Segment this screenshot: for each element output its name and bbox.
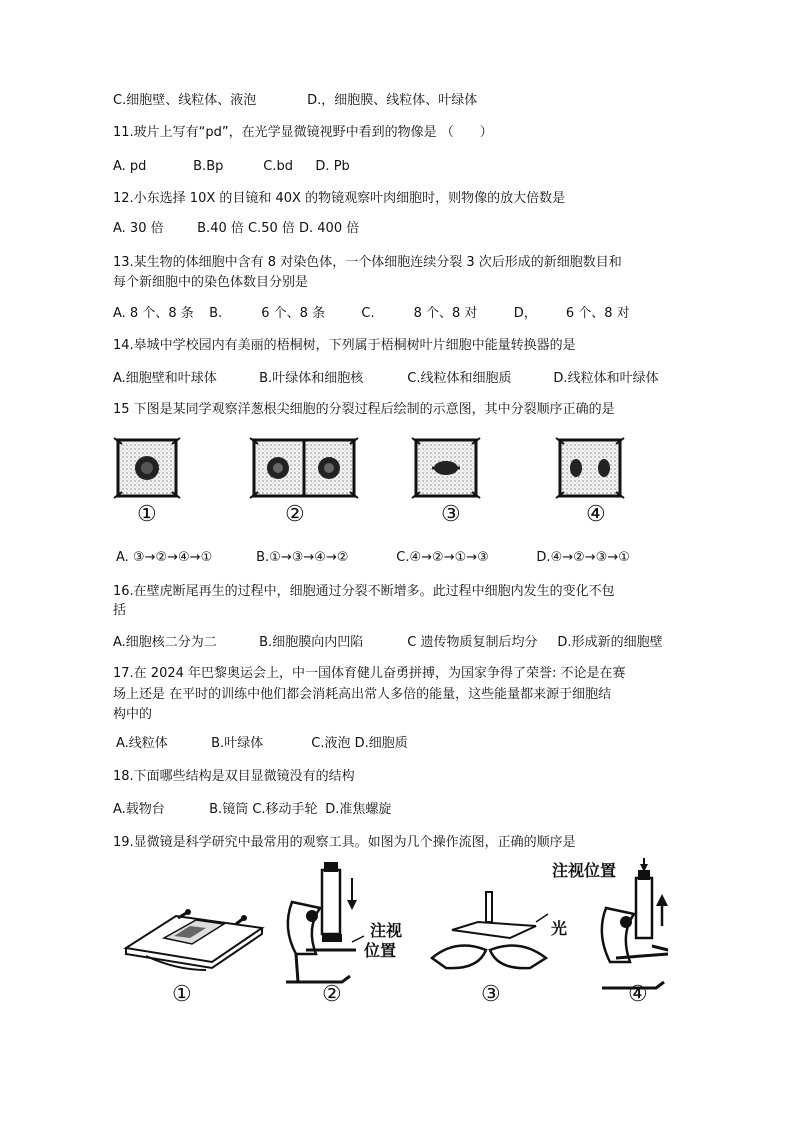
q15-cell-figure (110, 432, 650, 540)
q17-stem-line3: 构中的 (113, 707, 153, 722)
q11-option-d: D. Pb (315, 159, 350, 174)
q19-label-2: ② (322, 982, 342, 1007)
q19-step2-microscope-icon (286, 862, 364, 982)
q15-label-3: ③ (441, 502, 461, 527)
q13-option-d: 6 个、8 对 (565, 306, 630, 321)
q10-option-c: C.细胞壁、线粒体、液泡 (113, 93, 257, 108)
q11-option-c: C.bd (263, 159, 293, 174)
q19-watch-position-top-label: 注视位置 (552, 861, 617, 880)
q15-label-2: ② (285, 502, 305, 527)
q19-watch-position-label-b: 位置 (364, 941, 397, 960)
q14-stem: 14.皋城中学校园内有美丽的梧桐树，下列属于梧桐树叶片细胞中能量转换器的是 (113, 338, 576, 353)
q16-stem-line2: 括 (113, 603, 127, 618)
q16-option-b: B.细胞膜向内凹陷 (259, 635, 364, 650)
q19-step1-slide-icon (126, 909, 262, 970)
q15-label-4: ④ (586, 502, 606, 527)
q14-option-b: B.叶绿体和细胞核 (259, 371, 364, 386)
q18-option-a: A.载物台 (113, 802, 165, 817)
q16-option-a: A.细胞核二分为二 (113, 635, 217, 650)
q15-options (116, 549, 630, 567)
q17-option-a: A.线粒体 (116, 736, 168, 751)
q13-option-c-letter: C. (361, 306, 375, 321)
q10-option-d: D.，细胞膜、线粒体、叶绿体 (307, 93, 478, 108)
q16-option-d: D.形成新的细胞壁 (557, 635, 663, 650)
q18-option-d: D.准焦螺旋 (325, 802, 392, 817)
q19-label-3: ③ (481, 982, 501, 1007)
q18-option-bc: B.镜筒 C.移动手轮 (209, 802, 318, 817)
q15-cell-2 (250, 438, 358, 498)
q15-option-b: B.①→③→④→② (256, 550, 349, 565)
q15-cell-3 (412, 438, 480, 498)
q19-watch-position-label-a: 注视 (370, 921, 403, 940)
q17-stem-line1: 17.在 2024 年巴黎奥运会上，中一国体育健儿奋勇拼搏，为国家争得了荣誉: 不论是在赛 (113, 666, 626, 681)
q11-options (113, 158, 350, 176)
q13-option-c: 8 个、8 对 (413, 306, 478, 321)
q16-options (113, 634, 663, 652)
q15-option-a: A. ③→②→④→① (116, 550, 213, 565)
q17-option-b: B.叶绿体 (211, 736, 264, 751)
q17-stem-line2: 场上还是 在平时的训练中他们都会消耗高出常人多倍的能量，这些能量都来源于细胞结 (113, 687, 612, 702)
q15-cell-4 (556, 438, 624, 498)
q12-option-a: A. 30 倍 (113, 221, 164, 236)
q14-option-c: C.线粒体和细胞质 (407, 371, 512, 386)
q15-option-c: C.④→②→①→③ (396, 550, 489, 565)
q14-options (113, 370, 659, 388)
q11-stem: 11.玻片上写有“pd”，在光学显微镜视野中看到的物像是 （ ） (113, 125, 493, 140)
q18-options (113, 801, 391, 819)
q10-options (113, 92, 477, 110)
q15-stem: 15 下图是某同学观察洋葱根尖细胞的分裂过程后绘制的示意图，其中分裂顺序正确的是 (113, 402, 615, 417)
q12-options (113, 220, 359, 238)
q16-option-c: C 遗传物质复制后均分 (407, 635, 538, 650)
q13-option-b-letter: B. (209, 306, 223, 321)
q19-label-1: ① (172, 982, 192, 1007)
q13-option-a: A. 8 个、8 条 (113, 306, 194, 321)
q16-stem-line1: 16.在壁虎断尾再生的过程中，细胞通过分裂不断增多。此过程中细胞内发生的变化不包 (113, 584, 615, 599)
q12-option-bcd: B.40 倍 C.50 倍 D. 400 倍 (197, 221, 360, 236)
q11-option-b: B.Bp (193, 159, 224, 174)
q14-option-d: D.线粒体和叶绿体 (553, 371, 659, 386)
q18-stem: 18.下面哪些结构是双目显微镜没有的结构 (113, 769, 355, 784)
q12-stem: 12.小东选择 10X 的目镜和 40X 的物镜观察叶肉细胞时，则物像的放大倍数是 (113, 191, 566, 206)
q15-option-d: D.④→②→③→① (536, 550, 630, 565)
q17-option-cd: C.液泡 D.细胞质 (311, 736, 408, 751)
q19-label-4: ④ (628, 982, 648, 1007)
q19-light-label: 光 (551, 919, 568, 938)
q14-option-a: A.细胞壁和叶球体 (113, 371, 217, 386)
q13-stem-line2: 每个新细胞中的染色体数目分别是 (113, 275, 309, 290)
q13-option-b: 6 个、8 条 (261, 306, 326, 321)
q15-label-1: ① (137, 502, 157, 527)
q13-option-d-letter: D， (513, 306, 537, 321)
q19-stem: 19.显微镜是科学研究中最常用的观察工具。如图为几个操作流图，正确的顺序是 (113, 835, 576, 850)
q15-cell-1 (114, 438, 180, 498)
q13-options (113, 305, 630, 323)
q11-option-a: A. pd (113, 159, 147, 174)
q13-stem-line1: 13.某生物的体细胞中含有 8 对染色体，一个体细胞连续分裂 3 次后形成的新细胞数目和 (113, 255, 622, 270)
q17-options (116, 735, 408, 753)
q19-step3-hands-icon (432, 892, 548, 968)
